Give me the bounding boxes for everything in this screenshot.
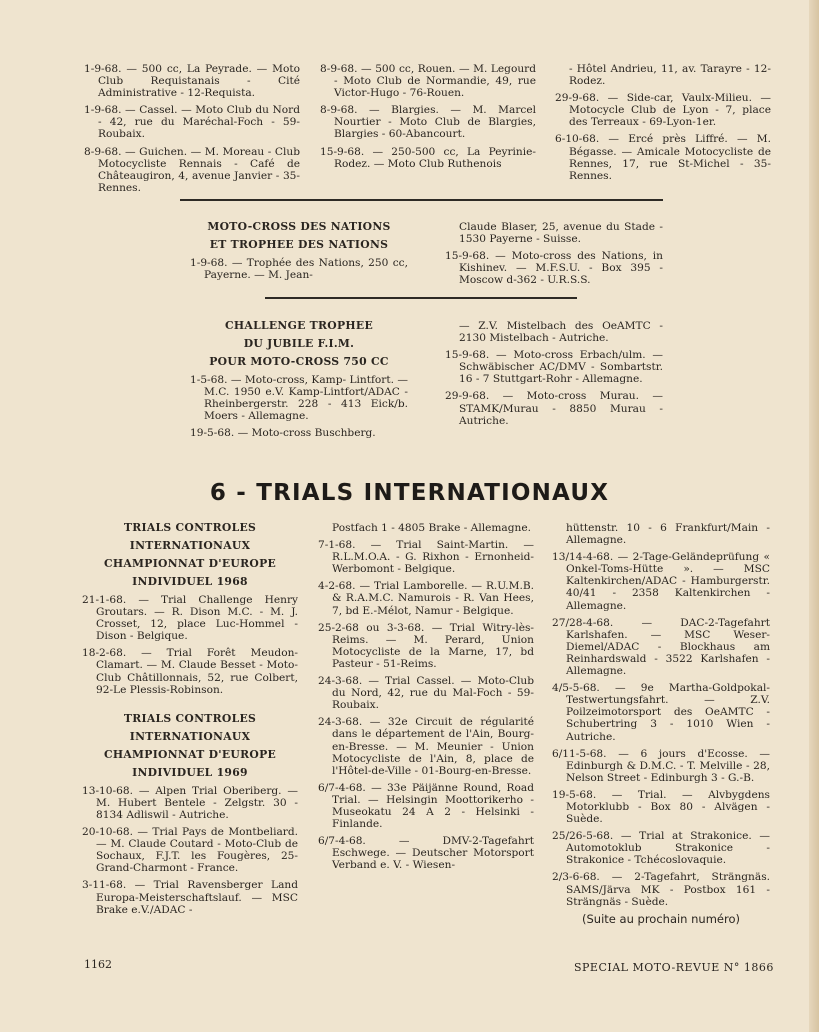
nations-left-column	[190, 221, 408, 286]
page-edge-shadow	[809, 0, 819, 1032]
list-item: 25-2-68 ou 3-3-68. — Trial Witry-lès-Reims. — M. Perard, Union Motocycliste de la Marne, 17, bd Pasteur - 51-Reims.	[318, 621, 534, 670]
list-item: hüttenstr. 10 - 6 Frankfurt/Main - Allemagne.	[566, 522, 770, 547]
list-item: Postfach 1 - 4805 Brake - Allemagne.	[332, 522, 531, 534]
list-item: 7-1-68. — Trial Saint-Martin. — R.L.M.O.A. - G. Rixhon - Ernonheid-Werbomont - Belgique.	[318, 539, 534, 576]
list-item: - Hôtel Andrieu, 11, av. Tarayre - 12-Rodez.	[569, 63, 771, 88]
list-item: 15-9-68. — Moto-cross des Nations, in Kishinev. — M.F.S.U. - Box 395 - Moscow d-362 - U.R.S.S.	[445, 250, 663, 287]
list-item: 8-9-68. — 500 cc, Rouen. — M. Legourd - Moto Club de Normandie, 49, rue Victor-Hugo - 76-Rouen.	[320, 63, 536, 100]
list-item: 24-3-68. — 32e Circuit de régularité dans le département de l'Ain, Bourg-en-Bresse. — M. Meunier - Union Motocycliste de l'Ain, 8, place de l'Hôtel-de-Ville - 01-Bourg-en-Bresse.	[318, 716, 534, 777]
list-item: 1-9-68. — 500 cc, La Peyrade. — Moto Club Requistanais - Cité Administrative - 12-Requista.	[84, 63, 300, 100]
section-heading: TRIALS CONTROLES	[123, 711, 257, 725]
section-heading: INDIVIDUEL 1968	[132, 575, 248, 588]
list-item: 3-11-68. — Trial Ravensberger Land Europa-Meisterschaftslauf. — MSC Brake e.V./ADAC -	[82, 879, 298, 916]
jubile-right-column	[445, 320, 663, 432]
list-item: — Z.V. Mistelbach des OeAMTC - 2130 Mistelbach - Autriche.	[459, 320, 663, 345]
list-item: 4-2-68. — Trial Lamborelle. — R.U.M.B. & R.A.M.C. Namurois - R. Van Hees, 7, bd E.-Mélot, Namur - Belgique.	[318, 580, 534, 617]
list-item: 6-10-68. — Ercé près Liffré. — M. Bégasse. — Amicale Motocycliste de Rennes, 17, rue St-Michel - 35-Rennes.	[555, 133, 771, 182]
list-item: 20-10-68. — Trial Pays de Montbeliard. — M. Claude Coutard - Moto-Club de Sochaux, F.J.T. les Fougères, 25-Grand-Charmont - France.	[82, 826, 298, 875]
list-item: 1-5-68. — Moto-cross, Kamp- Lintfort. — M.C. 1950 e.V. Kamp-Lintfort/ADAC - Rheinbergerstr. 228 - 413 Eick/b. Moers - Allemagne.	[190, 374, 408, 423]
list-item: 29-9-68. — Side-car, Vaulx-Milieu. — Motocycle Club de Lyon - 7, place des Terreaux - 69-Lyon-1er.	[555, 92, 771, 129]
list-item: 2/3-6-68. — 2-Tagefahrt, Strängnäs. SAMS/Järva MK - Postbox 161 - Strängnäs - Suède.	[552, 871, 770, 908]
section-heading: CHALLENGE TROPHEE	[225, 319, 373, 332]
top-column-1	[84, 63, 300, 199]
list-item: 13-10-68. — Alpen Trial Oberiberg. — M. Hubert Bentele - Zelgstr. 30 - 8134 Adliswil - Autriche.	[82, 784, 298, 821]
list-item: 4/5-5-68. — 9e Martha-Goldpokal-Testwertungsfahrt. — Z.V. Poilzeimotorsport des OeAMTC - Schubertring 3 - 1010 Wien - Autriche.	[552, 682, 770, 743]
section-heading: INTERNATIONAUX	[129, 539, 251, 552]
section-heading: TRIALS CONTROLES	[123, 521, 257, 534]
section-heading: INTERNATIONAUX	[129, 729, 251, 743]
section-heading: CHAMPIONNAT D'EUROPE	[103, 747, 277, 761]
list-item: Claude Blaser, 25, avenue du Stade - 1530 Payerne - Suisse.	[459, 221, 663, 246]
section-heading: INDIVIDUEL 1969	[132, 765, 248, 779]
magazine-footer: SPECIAL MOTO-REVUE N° 1866	[574, 961, 774, 974]
section-title: 6 - TRIALS INTERNATIONAUX	[209, 480, 610, 506]
list-item: 25/26-5-68. — Trial at Strakonice. — Automotoklub Strakonice - Strakonice - Tchécoslovaquie.	[552, 830, 770, 867]
list-item: 8-9-68. — Blargies. — M. Marcel Nourtier - Moto Club de Blargies, Blargies - 60-Abancourt.	[320, 104, 536, 141]
continued-note: (Suite au prochain numéro)	[582, 911, 740, 926]
nations-right-column	[445, 221, 663, 291]
divider-rule	[180, 199, 663, 201]
list-item: 6/7-4-68. — DMV-2-Tagefahrt Eschwege. — Deutscher Motorsport Verband e. V. - Wiesen-	[318, 835, 534, 872]
list-item: 6/7-4-68. — 33e Päijänne Round, Road Trial. — Helsingin Moottorikerho - Museokatu 24 A 2 - Helsinki - Finlande.	[318, 781, 534, 831]
trials-column-2	[318, 522, 534, 876]
section-heading: CHAMPIONNAT D'EUROPE	[103, 557, 277, 570]
list-item: 24-3-68. — Trial Cassel. — Moto-Club du Nord, 42, rue du Mal-Foch - 59-Roubaix.	[318, 675, 534, 712]
list-item: 21-1-68. — Trial Challenge Henry Groutars. — R. Dison M.C. - M. J. Crosset, 12, place Luc-Hommel - Dison - Belgique.	[82, 594, 298, 643]
section-heading: DU JUBILE F.I.M.	[243, 337, 355, 350]
list-item: 15-9-68. — Moto-cross Erbach/ulm. — Schwäbischer AC/DMV - Sombartstr. 16 - 7 Stuttgart-Rohr - Allemagne.	[445, 349, 663, 386]
section-heading: POUR MOTO-CROSS 750 CC	[209, 355, 389, 368]
top-column-3	[555, 63, 771, 187]
list-item: 19-5-68. — Moto-cross Buschberg.	[190, 427, 376, 440]
list-item: 13/14-4-68. — 2-Tage-Geländeprüfung « Onkel-Toms-Hütte ». — MSC Kaltenkirchen/ADAC - Hamburgerstr. 40/41 - 2358 Kaltenkirchen - Allemagne.	[552, 551, 770, 612]
list-item: 15-9-68. — 250-500 cc, La Peyrinie-Rodez. — Moto Club Ruthenois	[320, 145, 536, 170]
list-item: 27/28-4-68. — DAC-2-Tagefahrt Karlshafen. — MSC Weser-Diemel/ADAC - Blockhaus am Reinhardswald - 3522 Karlshafen - Allemagne.	[552, 616, 770, 678]
list-item: 29-9-68. — Moto-cross Murau. — STAMK/Murau - 8850 Murau - Autriche.	[445, 390, 663, 427]
list-item: 18-2-68. — Trial Forêt Meudon-Clamart. — M. Claude Besset - Moto-Club Châtillonnais, 52, rue Colbert, 92-Le Plessis-Robinson.	[82, 647, 298, 696]
list-item: 6/11-5-68. — 6 jours d'Ecosse. — Edinburgh & D.M.C. - T. Melville - 28, Nelson Street - Edinburgh 3 - G.-B.	[552, 747, 770, 784]
page-number: 1162	[84, 958, 112, 971]
top-column-2	[320, 63, 536, 175]
jubile-left-column	[190, 320, 408, 444]
divider-rule	[265, 297, 577, 299]
list-item: 19-5-68. — Trial. — Alvbygdens Motorklubb - Box 80 - Alvägen - Suède.	[552, 788, 770, 826]
list-item: 1-9-68. — Trophée des Nations, 250 cc, Payerne. — M. Jean-	[190, 257, 408, 282]
trials-column-3	[552, 522, 770, 930]
list-item: 1-9-68. — Cassel. — Moto Club du Nord - 42, rue du Maréchal-Foch - 59-Roubaix.	[84, 104, 300, 141]
trials-column-1	[82, 522, 298, 921]
section-heading: MOTO-CROSS DES NATIONS	[207, 220, 391, 233]
list-item: 8-9-68. — Guichen. — M. Moreau - Club Motocycliste Rennais - Café de Châteaugiron, 4, avenue Janvier - 35-Rennes.	[84, 145, 300, 194]
section-heading: ET TROPHEE DES NATIONS	[209, 238, 389, 251]
